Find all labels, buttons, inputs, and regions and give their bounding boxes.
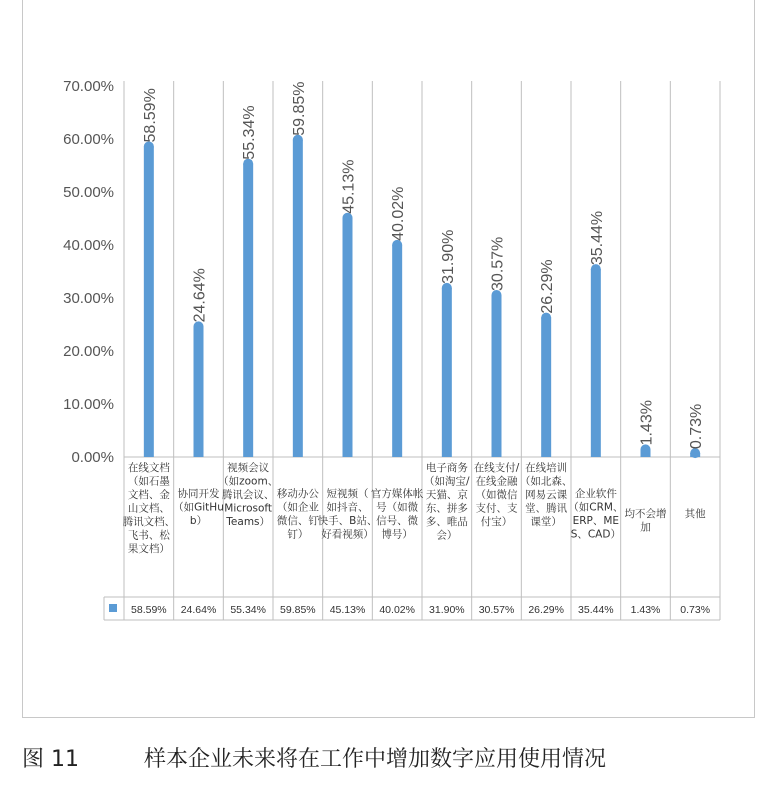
category-label-line: 视频会议 xyxy=(227,462,270,474)
table-value: 59.85% xyxy=(280,604,316,616)
category-label-line: （如企业 xyxy=(276,501,319,514)
category-label xyxy=(568,487,623,541)
category-label xyxy=(173,487,224,527)
category-label-line: ERP、ME xyxy=(572,515,620,527)
category-label-line: Microsoft xyxy=(224,502,273,515)
category-label-line: 腾讯会议、 xyxy=(221,489,275,501)
category-label-line: 信号、微 xyxy=(376,515,419,527)
category-label-line: （如石墨 xyxy=(127,475,170,488)
bar xyxy=(194,326,204,457)
legend-swatch xyxy=(109,604,117,612)
bar xyxy=(492,295,502,457)
table-value: 55.34% xyxy=(230,604,266,616)
data-label: 59.85% xyxy=(290,81,308,136)
category-label-line: （如CRM、 xyxy=(568,501,624,514)
data-label: 24.64% xyxy=(191,268,209,323)
y-tick-label: 70.00% xyxy=(63,78,114,95)
category-label-line: 微信、钉 xyxy=(276,515,319,527)
category-label-line: 博号） xyxy=(381,528,413,541)
category-label-line: 堂、腾讯 xyxy=(525,502,568,515)
category-label-line: 其他 xyxy=(684,508,706,520)
y-tick-label: 20.00% xyxy=(63,343,114,360)
data-label: 1.43% xyxy=(638,400,656,446)
category-label xyxy=(474,461,520,528)
category-label-line: 课堂） xyxy=(530,516,562,528)
category-label-line: 网易云课 xyxy=(525,489,568,501)
table-value: 35.44% xyxy=(578,604,614,616)
category-label-line: 腾讯文档、 xyxy=(122,516,176,528)
category-label-line: 号（如微 xyxy=(376,501,419,514)
figure-number: 图 11 xyxy=(22,747,79,772)
category-label xyxy=(371,487,424,541)
category-label-line: （如zoom、 xyxy=(218,475,279,488)
category-label-line: S、CAD） xyxy=(570,528,621,541)
table-value: 1.43% xyxy=(630,604,661,616)
category-label xyxy=(685,507,706,520)
table-value: 0.73% xyxy=(680,604,711,616)
data-label: 45.13% xyxy=(340,159,358,214)
y-tick-label: 30.00% xyxy=(63,290,114,307)
category-label-line: （如微信 xyxy=(475,489,518,501)
data-label: 58.59% xyxy=(141,88,159,143)
bar xyxy=(343,218,353,457)
category-label xyxy=(625,507,667,534)
table-value: 30.57% xyxy=(478,604,515,616)
category-label-line: 加 xyxy=(640,521,651,534)
category-label-line: 在线金融 xyxy=(475,475,518,488)
data-label: 40.02% xyxy=(390,186,408,241)
figure-title: 样本企业未来将在工作中增加数字应用使用情况 xyxy=(144,747,607,772)
category-label-line: 在线支付/ xyxy=(473,462,520,474)
category-label-line: （如GitHu xyxy=(173,501,224,514)
table-value: 31.90% xyxy=(429,604,465,616)
table-value: 24.64% xyxy=(180,604,217,616)
category-label-line: 飞书、松 xyxy=(127,529,170,542)
category-label-line: 协同开发 xyxy=(177,488,220,500)
category-label xyxy=(318,487,378,541)
category-label-line: 快手、B站、 xyxy=(317,515,378,527)
category-label-line: 山文档、 xyxy=(127,502,170,515)
data-label: 30.57% xyxy=(489,236,507,291)
category-label-line: 企业软件 xyxy=(574,488,617,500)
table-value: 58.59% xyxy=(131,604,167,616)
category-label-line: 东、拼多 xyxy=(425,502,468,515)
category-label-line: 如抖音、 xyxy=(326,501,369,514)
data-label: 26.29% xyxy=(539,259,557,314)
category-label-line: 移动办公 xyxy=(276,488,319,500)
bar xyxy=(392,245,402,457)
bar xyxy=(442,288,452,457)
bar xyxy=(243,164,253,457)
table-value: 45.13% xyxy=(329,604,366,616)
category-label-line: 在线培训 xyxy=(525,462,568,474)
figure-caption xyxy=(22,742,762,782)
category-label-line: 会） xyxy=(436,529,458,542)
category-label-line: 均不会增 xyxy=(624,508,667,520)
category-label-line: 钉） xyxy=(287,528,309,541)
bar xyxy=(541,318,551,457)
category-label-line: 文档、金 xyxy=(127,489,170,501)
category-label-line: 在线文档 xyxy=(127,462,170,474)
data-label: 31.90% xyxy=(439,229,457,284)
category-label-line: b） xyxy=(189,515,208,527)
category-label-line: 好看视频） xyxy=(321,528,374,541)
bar xyxy=(293,140,303,457)
category-label xyxy=(277,487,319,541)
data-label: 0.73% xyxy=(688,403,706,450)
y-tick-label: 10.00% xyxy=(63,396,114,413)
category-label xyxy=(520,461,573,528)
y-tick-label: 40.00% xyxy=(63,237,114,254)
data-label: 35.44% xyxy=(588,210,606,266)
category-label-line: （如淘宝/ xyxy=(424,475,470,488)
y-tick-label: 50.00% xyxy=(63,184,114,201)
category-label-line: 短视频（ xyxy=(326,488,369,500)
bar xyxy=(144,146,154,457)
category-label-line: 支付、支 xyxy=(475,502,518,515)
bar xyxy=(591,269,601,457)
category-label-line: 付宝） xyxy=(480,516,513,528)
category-label-line: （如北森、 xyxy=(519,475,573,488)
category-label-line: 多、唯品 xyxy=(425,516,468,528)
category-label-line: 电子商务 xyxy=(425,462,468,474)
category-label xyxy=(123,461,176,555)
category-label-line: 天猫、京 xyxy=(425,489,468,501)
y-tick-label: 0.00% xyxy=(71,449,114,466)
y-tick-label: 60.00% xyxy=(63,131,114,148)
table-value: 40.02% xyxy=(379,604,415,616)
category-label xyxy=(424,461,470,542)
category-label-line: 果文档） xyxy=(127,543,170,555)
data-label: 55.34% xyxy=(241,105,259,160)
category-label-line: Teams） xyxy=(226,516,271,528)
category-label xyxy=(218,461,278,528)
table-value: 26.29% xyxy=(528,604,564,616)
category-label-line: 官方媒体帐 xyxy=(370,488,424,500)
